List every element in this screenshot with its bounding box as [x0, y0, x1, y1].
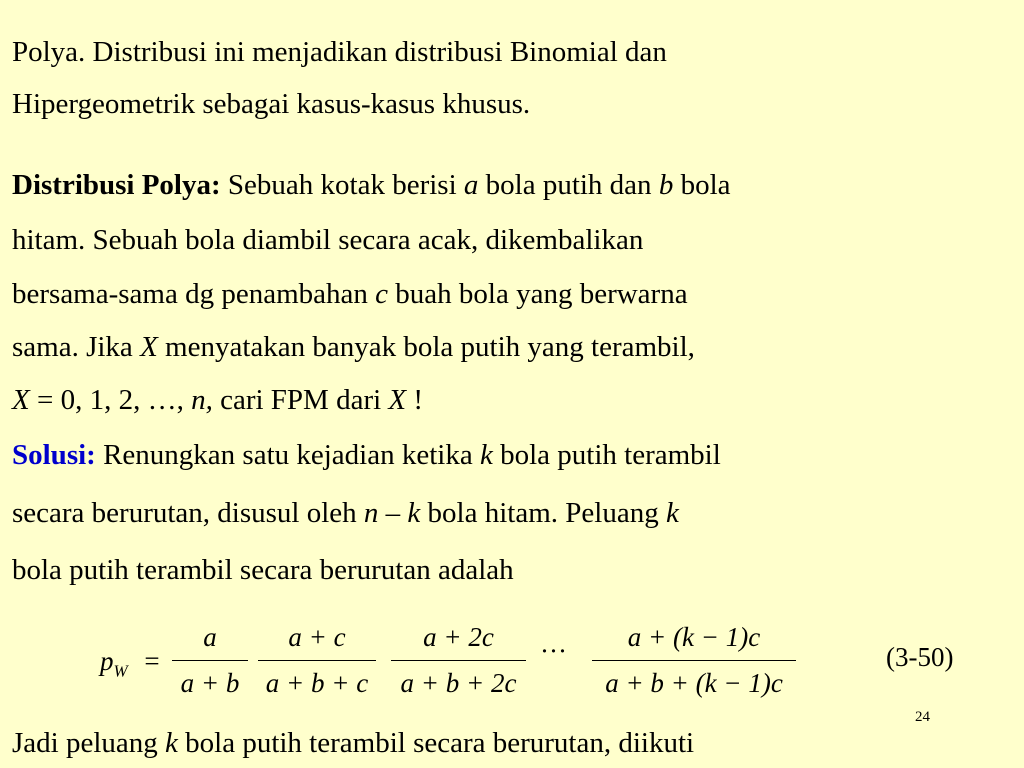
- variable-n: n,: [191, 384, 213, 416]
- variable-X: X: [388, 384, 407, 416]
- variable-X: X: [12, 384, 30, 416]
- variable-b: b: [658, 169, 674, 201]
- equals-sign: =: [144, 646, 160, 676]
- fraction-1-numerator: a: [203, 622, 217, 652]
- text-segment: !: [406, 384, 424, 416]
- page-number: 24: [915, 709, 930, 725]
- variable-k: k: [407, 497, 421, 529]
- fraction-1: [172, 624, 248, 697]
- text-segment: bola hitam. Peluang: [420, 497, 666, 529]
- text-line-10: [12, 556, 514, 585]
- text-segment: bola: [673, 169, 731, 201]
- text-line-3: [12, 171, 731, 200]
- text-line-1: [12, 38, 667, 67]
- fraction-3-denominator: a + b + 2c: [400, 668, 517, 698]
- text-segment: sama. Jika: [12, 331, 141, 363]
- fraction-2: [258, 624, 376, 697]
- variable-n: n: [363, 497, 379, 529]
- minus-sign: –: [378, 497, 408, 529]
- equation-number: (3-50): [886, 642, 954, 672]
- variable-c: c: [375, 278, 389, 310]
- text-line-9: [12, 499, 679, 528]
- fraction-1-denominator: a + b: [180, 668, 240, 698]
- text-segment: bola putih terambil: [492, 439, 721, 471]
- text-line-6: [12, 333, 695, 362]
- variable-k: k: [665, 497, 679, 529]
- text-line-2: [12, 90, 530, 119]
- w-subscript: W: [113, 661, 128, 681]
- text-line-2-content: Hipergeometrik sebagai kasus-kasus khusus.: [12, 88, 531, 120]
- variable-k: k: [165, 727, 178, 759]
- fraction-4-denominator: a + b + (k − 1)c: [605, 668, 783, 698]
- ellipsis-dots: ···: [540, 636, 567, 666]
- text-segment: menyatakan banyak bola putih yang terambil,: [157, 331, 695, 363]
- variable-X: X: [140, 331, 158, 363]
- text-line-1-content: Polya. Distribusi ini menjadikan distribusi Binomial dan: [12, 36, 667, 68]
- fraction-2-denominator: a + b + c: [265, 668, 369, 698]
- text-segment: = 0, 1, 2, …,: [29, 384, 192, 416]
- text-line-7: [12, 386, 423, 415]
- equation-lhs: [100, 648, 160, 679]
- ellipsis: [540, 638, 567, 665]
- fraction-bar: [391, 660, 526, 661]
- text-segment: secara berurutan, disusul oleh: [12, 497, 364, 529]
- variable-a: a: [463, 169, 479, 201]
- text-segment: Sebuah kotak berisi: [220, 169, 464, 201]
- fraction-bar: [592, 660, 796, 661]
- fraction-3: [391, 624, 526, 697]
- text-segment: Jadi peluang: [12, 727, 166, 759]
- fraction-bar: [172, 660, 248, 661]
- solusi-heading: Solusi:: [12, 439, 96, 471]
- text-segment: Renungkan satu kejadian ketika: [95, 439, 480, 471]
- text-segment: bersama-sama dg penambahan: [12, 278, 376, 310]
- fraction-bar: [258, 660, 376, 661]
- text-line-10-content: bola putih terambil secara berurutan adalah: [12, 554, 514, 586]
- text-segment: cari FPM dari: [212, 384, 389, 416]
- text-segment: bola putih dan: [478, 169, 659, 201]
- text-line-5: [12, 280, 688, 309]
- text-line-4-content: hitam. Sebuah bola diambil secara acak, dikembalikan: [12, 224, 644, 256]
- distribusi-polya-heading: Distribusi Polya:: [12, 169, 221, 201]
- text-line-4: [12, 226, 643, 255]
- variable-k: k: [479, 439, 493, 471]
- fraction-4: [592, 624, 796, 697]
- fraction-3-numerator: a + 2c: [423, 622, 494, 652]
- text-line-8: [12, 441, 721, 470]
- text-line-11: [12, 729, 694, 758]
- p-symbol: p: [100, 646, 114, 676]
- text-segment: bola putih terambil secara berurutan, diikuti: [177, 727, 695, 759]
- fraction-2-numerator: a + c: [288, 622, 346, 652]
- fraction-4-numerator: a + (k − 1)c: [627, 622, 761, 652]
- text-segment: buah bola yang berwarna: [388, 278, 688, 310]
